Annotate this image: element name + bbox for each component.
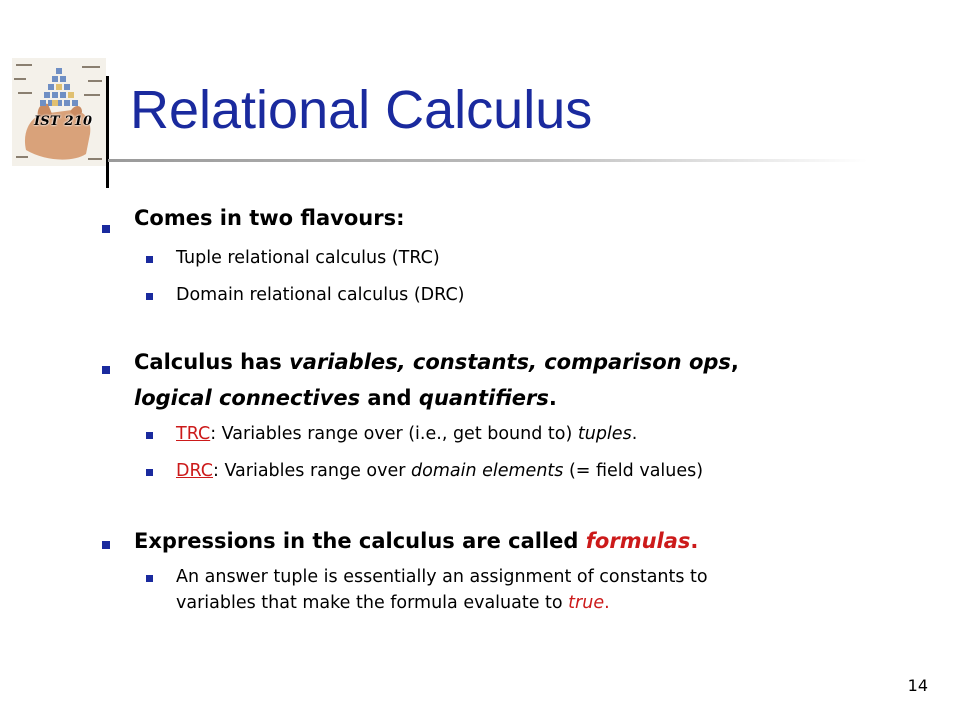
sub-bullet-trc: Tuple relational calculus (TRC) <box>176 248 440 268</box>
sub-bullet-trc-range: TRC: Variables range over (i.e., get bound to) tuples. <box>176 424 638 444</box>
bullet-calculus-has: Calculus has variables, constants, comparison ops, logical connectives and quantifiers. <box>134 350 739 410</box>
logo-label: IST 210 <box>34 114 93 129</box>
title-vertical-rule <box>106 76 109 188</box>
course-logo-image <box>12 58 106 166</box>
sub-bullet-drc-range: DRC: Variables range over domain elements (= field values) <box>176 461 704 481</box>
slide-title: Relational Calculus <box>130 80 593 140</box>
bullet-square-icon <box>146 256 153 263</box>
bullet-square-icon <box>146 432 153 439</box>
sub-bullet-drc: Domain relational calculus (DRC) <box>176 285 465 305</box>
bullet-square-icon <box>146 469 153 476</box>
bullet-square-icon <box>102 541 110 549</box>
title-horizontal-rule <box>108 159 868 162</box>
sub-bullet-answer-tuple: An answer tuple is essentially an assignment of constants to variables that make the formula evaluate to true. <box>176 567 708 613</box>
bullet-square-icon <box>146 575 153 582</box>
bullet-square-icon <box>146 293 153 300</box>
bullet-square-icon <box>102 366 110 374</box>
slide-number: 14 <box>907 676 928 695</box>
bullet-flavours: Comes in two flavours: <box>134 206 405 230</box>
bullet-square-icon <box>102 225 110 233</box>
bullet-expressions: Expressions in the calculus are called formulas. <box>134 529 699 553</box>
